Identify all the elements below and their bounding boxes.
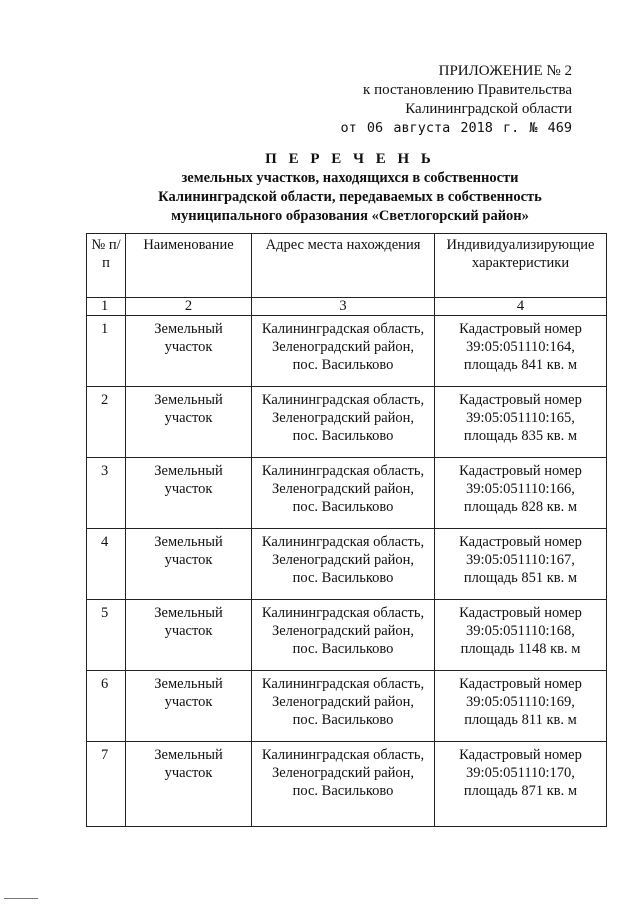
row-number: 6 (87, 671, 126, 742)
header-address (252, 234, 435, 298)
row-characteristics-line: площадь 811 кв. м (464, 712, 577, 728)
row-characteristics-line: площадь 835 кв. м (463, 428, 578, 444)
row-name-line: участок (164, 623, 213, 639)
header-characteristics-line-2: характеристики (471, 255, 570, 271)
row-address-line: Калининградская область, (261, 321, 425, 337)
row-characteristics-line: площадь 851 кв. м (463, 570, 578, 586)
row-name (126, 316, 252, 387)
row-number: 4 (87, 529, 126, 600)
row-name-line: участок (164, 481, 213, 497)
row-address-line: пос. Васильково (292, 712, 394, 728)
row-address-line: Калининградская область, (261, 605, 425, 621)
row-number: 7 (87, 742, 126, 827)
appendix-resolution-ref: к постановлению Правительства (363, 82, 572, 98)
table-body (87, 316, 607, 827)
row-characteristics-line: 39:05:051110:170, (466, 765, 575, 781)
row-name (126, 742, 252, 827)
header-number-line-2: п/п (102, 237, 121, 271)
footer-divider (4, 898, 38, 899)
header-name-label: Наименование (143, 237, 234, 253)
document-subtitle-line-2: Калининградской области, передаваемых в собственность (158, 189, 542, 205)
table-row (87, 458, 607, 529)
row-name-line: Земельный (154, 321, 223, 337)
row-address-line: Калининградская область, (261, 392, 425, 408)
row-characteristics-line: 39:05:051110:169, (466, 694, 575, 710)
row-address-line: Зеленоградский район, (271, 623, 415, 639)
row-characteristics-line: площадь 841 кв. м (463, 357, 578, 373)
row-characteristics (435, 316, 607, 387)
document-title: П Е Р Е Ч Е Н Ь (265, 151, 435, 167)
appendix-block (341, 62, 572, 138)
row-characteristics-line: Кадастровый номер (459, 534, 582, 550)
row-characteristics-line: Кадастровый номер (459, 605, 582, 621)
row-name (126, 529, 252, 600)
row-characteristics-line: Кадастровый номер (459, 747, 582, 763)
row-name-line: Земельный (154, 747, 223, 763)
row-address-line: Зеленоградский район, (271, 765, 415, 781)
row-characteristics-line: площадь 1148 кв. м (460, 641, 581, 657)
row-address-line: пос. Васильково (292, 499, 394, 515)
row-characteristics (435, 671, 607, 742)
table-row (87, 742, 607, 827)
column-number-3: 3 (252, 298, 435, 316)
row-address-line: пос. Васильково (292, 641, 394, 657)
row-number: 5 (87, 600, 126, 671)
table-row (87, 671, 607, 742)
row-address (252, 742, 435, 827)
row-address-line: Зеленоградский район, (271, 481, 415, 497)
row-name-line: Земельный (154, 534, 223, 550)
appendix-date: от 06 августа 2018 г. № 469 (340, 120, 572, 136)
row-address-line: Калининградская область, (261, 747, 425, 763)
table-row (87, 529, 607, 600)
row-number: 3 (87, 458, 126, 529)
land-plots-table (86, 233, 607, 827)
header-address-label: Адрес места нахождения (265, 237, 421, 253)
row-name-line: участок (164, 339, 213, 355)
row-name-line: Земельный (154, 676, 223, 692)
row-name-line: участок (164, 552, 213, 568)
row-characteristics-line: 39:05:051110:166, (466, 481, 575, 497)
header-name (126, 234, 252, 298)
column-number-4: 4 (435, 298, 607, 316)
row-address (252, 671, 435, 742)
table-row (87, 387, 607, 458)
row-name-line: Земельный (154, 605, 223, 621)
row-address (252, 600, 435, 671)
header-number-line-1: № (91, 237, 106, 253)
column-number-2: 2 (126, 298, 252, 316)
row-address-line: Калининградская область, (261, 676, 425, 692)
row-name-line: участок (164, 765, 213, 781)
row-address-line: Зеленоградский район, (271, 339, 415, 355)
row-characteristics (435, 387, 607, 458)
row-name (126, 600, 252, 671)
row-characteristics-line: 39:05:051110:168, (466, 623, 575, 639)
row-address (252, 387, 435, 458)
row-characteristics (435, 742, 607, 827)
row-characteristics-line: площадь 871 кв. м (463, 783, 578, 799)
row-address-line: Зеленоградский район, (271, 410, 415, 426)
row-name-line: участок (164, 694, 213, 710)
row-characteristics-line: Кадастровый номер (459, 321, 582, 337)
row-number: 2 (87, 387, 126, 458)
row-address-line: Зеленоградский район, (271, 694, 415, 710)
document-subtitle-line-1: земельных участков, находящихся в собственности (181, 170, 519, 186)
row-address-line: пос. Васильково (292, 357, 394, 373)
row-name-line: участок (164, 410, 213, 426)
table-row (87, 600, 607, 671)
row-address-line: Зеленоградский район, (271, 552, 415, 568)
row-characteristics (435, 458, 607, 529)
row-address-line: пос. Васильково (292, 570, 394, 586)
row-characteristics-line: 39:05:051110:167, (466, 552, 575, 568)
row-address (252, 458, 435, 529)
appendix-authority: Калининградской области (405, 101, 572, 117)
table-row (87, 316, 607, 387)
row-address-line: Калининградская область, (261, 534, 425, 550)
row-name-line: Земельный (154, 463, 223, 479)
row-name (126, 458, 252, 529)
header-number (87, 234, 126, 298)
column-number-1: 1 (87, 298, 126, 316)
row-address (252, 529, 435, 600)
header-characteristics-line-1: Индивидуализирующие (446, 237, 595, 253)
row-name (126, 387, 252, 458)
row-address (252, 316, 435, 387)
row-characteristics (435, 600, 607, 671)
row-name-line: Земельный (154, 392, 223, 408)
row-address-line: Калининградская область, (261, 463, 425, 479)
appendix-number: ПРИЛОЖЕНИЕ № 2 (438, 63, 572, 79)
row-number: 1 (87, 316, 126, 387)
row-address-line: пос. Васильково (292, 428, 394, 444)
row-characteristics-line: Кадастровый номер (459, 676, 582, 692)
table-header-row (87, 234, 607, 298)
row-characteristics-line: площадь 828 кв. м (463, 499, 578, 515)
row-characteristics-line: 39:05:051110:164, (466, 339, 575, 355)
row-address-line: пос. Васильково (292, 783, 394, 799)
document-heading (60, 150, 640, 226)
row-characteristics-line: Кадастровый номер (459, 392, 582, 408)
row-characteristics-line: Кадастровый номер (459, 463, 582, 479)
row-characteristics (435, 529, 607, 600)
row-name (126, 671, 252, 742)
document-subtitle-line-3: муниципального образования «Светлогорский район» (171, 208, 529, 224)
row-characteristics-line: 39:05:051110:165, (466, 410, 575, 426)
column-number-row (87, 298, 607, 316)
header-characteristics (435, 234, 607, 298)
